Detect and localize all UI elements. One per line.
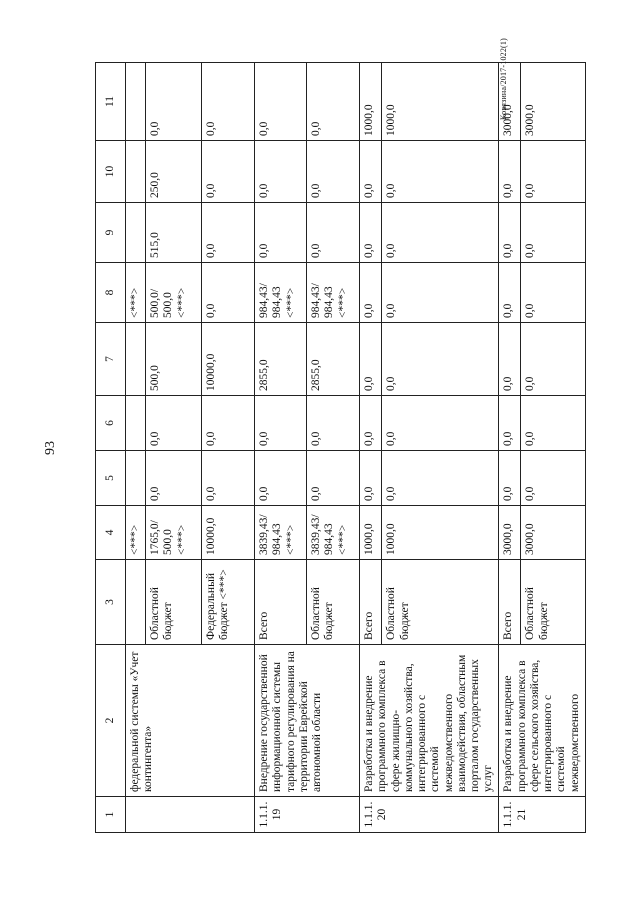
item-name-cell: федеральной системы «Учет контингента» [126, 645, 255, 797]
value-cell: 1000,0 [382, 506, 499, 560]
table-row [255, 63, 307, 833]
document-code: Ковязина/2017-1022(1) [499, 38, 508, 120]
value-cell: 1765,0/ 500,0 <***> [146, 506, 202, 560]
value-cell: 10000,0 [202, 323, 255, 396]
value-cell: 0,0 [382, 203, 499, 263]
cell [126, 396, 146, 451]
value-cell: 10000,0 [202, 506, 255, 560]
page-number: 93 [43, 441, 58, 455]
funding-source-cell: Федеральный бюджет <***> [202, 560, 255, 645]
header-row [96, 63, 126, 833]
value-cell: 0,0 [382, 263, 499, 323]
value-cell: 0,0 [360, 141, 382, 203]
col-header: 9 [96, 203, 126, 263]
table-row [360, 63, 382, 833]
cell [126, 141, 146, 203]
item-name-cell: Внедрение государственной информационной системы тарифного регулирования на территории Еврейской автономной области [255, 645, 360, 797]
value-cell: 0,0 [202, 63, 255, 141]
item-number-cell: 1.1.1. 20 [360, 797, 499, 833]
value-cell: 500,0 [146, 323, 202, 396]
item-number-cell: 1.1.1. 19 [255, 797, 360, 833]
value-cell: 0,0 [360, 203, 382, 263]
value-cell: 3839,43/ 984,43 <***> [255, 506, 307, 560]
value-cell: 0,0 [202, 396, 255, 451]
col-header: 11 [96, 63, 126, 141]
value-cell: 0,0 [521, 141, 585, 203]
note-cell: <***> [126, 263, 146, 323]
value-cell: 0,0 [360, 263, 382, 323]
value-cell: 0,0 [521, 203, 585, 263]
value-cell: 0,0 [521, 323, 585, 396]
value-cell: 515,0 [146, 203, 202, 263]
value-cell: 2855,0 [307, 323, 360, 396]
funding-source-cell: Областной бюджет [382, 560, 499, 645]
col-header: 5 [96, 451, 126, 506]
value-cell: 0,0 [202, 141, 255, 203]
col-header: 6 [96, 396, 126, 451]
col-header: 2 [96, 645, 126, 797]
value-cell: 0,0 [255, 141, 307, 203]
value-cell: 0,0 [307, 396, 360, 451]
value-cell: 500,0/ 500,0 <***> [146, 263, 202, 323]
value-cell: 1000,0 [360, 506, 382, 560]
value-cell: 0,0 [307, 141, 360, 203]
value-cell: 1000,0 [360, 63, 382, 141]
value-cell: 3000,0 [499, 63, 521, 141]
value-cell: 0,0 [202, 203, 255, 263]
value-cell: 250,0 [146, 141, 202, 203]
item-number-cell: 1.1.1. 21 [499, 797, 585, 833]
value-cell: 0,0 [499, 323, 521, 396]
funding-source-cell: Областной бюджет [521, 560, 585, 645]
funding-source-cell: Всего [499, 560, 521, 645]
value-cell: 984,43/ 984,43 <***> [307, 263, 360, 323]
value-cell: 0,0 [382, 141, 499, 203]
table-row [126, 63, 146, 833]
value-cell: 3000,0 [521, 506, 585, 560]
value-cell: 0,0 [382, 451, 499, 506]
value-cell: 0,0 [307, 451, 360, 506]
col-header: 7 [96, 323, 126, 396]
value-cell: 0,0 [521, 263, 585, 323]
value-cell: 984,43/ 984,43 <***> [255, 263, 307, 323]
value-cell: 0,0 [382, 323, 499, 396]
value-cell: 3000,0 [499, 506, 521, 560]
col-header: 3 [96, 560, 126, 645]
value-cell: 0,0 [255, 203, 307, 263]
col-header: 1 [96, 797, 126, 833]
item-number-cell [126, 797, 255, 833]
value-cell: 0,0 [307, 63, 360, 141]
cell [126, 323, 146, 396]
value-cell: 0,0 [499, 263, 521, 323]
value-cell: 0,0 [360, 323, 382, 396]
budget-table [95, 62, 586, 833]
col-header: 8 [96, 263, 126, 323]
value-cell: 0,0 [499, 396, 521, 451]
value-cell: 0,0 [255, 63, 307, 141]
value-cell: 2855,0 [255, 323, 307, 396]
value-cell: 0,0 [521, 396, 585, 451]
value-cell: 0,0 [146, 396, 202, 451]
value-cell: 0,0 [382, 396, 499, 451]
value-cell: 0,0 [202, 263, 255, 323]
funding-source-cell: Областной бюджет [307, 560, 360, 645]
funding-source-cell: Всего [255, 560, 307, 645]
col-header: 10 [96, 141, 126, 203]
value-cell: 0,0 [255, 451, 307, 506]
note-cell: <***> [126, 506, 146, 560]
value-cell: 0,0 [202, 451, 255, 506]
rotated-table-frame [95, 63, 581, 833]
table-row [499, 63, 521, 833]
value-cell: 0,0 [521, 451, 585, 506]
value-cell: 0,0 [146, 451, 202, 506]
cell [126, 63, 146, 141]
cell [126, 451, 146, 506]
value-cell: 3839,43/ 984,43 <***> [307, 506, 360, 560]
value-cell: 0,0 [360, 396, 382, 451]
cell [126, 560, 146, 645]
value-cell: 0,0 [499, 203, 521, 263]
value-cell: 0,0 [499, 451, 521, 506]
value-cell: 1000,0 [382, 63, 499, 141]
item-name-cell: Разработка и внедрение программного комплекса в сфере сельского хозяйства, интегрированного с системой межведомственного [499, 645, 585, 797]
cell [126, 203, 146, 263]
value-cell: 0,0 [255, 396, 307, 451]
funding-source-cell: Всего [360, 560, 382, 645]
value-cell: 0,0 [307, 203, 360, 263]
value-cell: 0,0 [499, 141, 521, 203]
value-cell: 0,0 [146, 63, 202, 141]
col-header: 4 [96, 506, 126, 560]
item-name-cell: Разработка и внедрение программного комплекса в сфере жилищно-коммунального хозяйства, интегрированного с системой межведомственного взаимодействия, областным порталом государственных услуг [360, 645, 499, 797]
value-cell: 0,0 [360, 451, 382, 506]
funding-source-cell: Областной бюджет [146, 560, 202, 645]
value-cell: 3000,0 [521, 63, 585, 141]
